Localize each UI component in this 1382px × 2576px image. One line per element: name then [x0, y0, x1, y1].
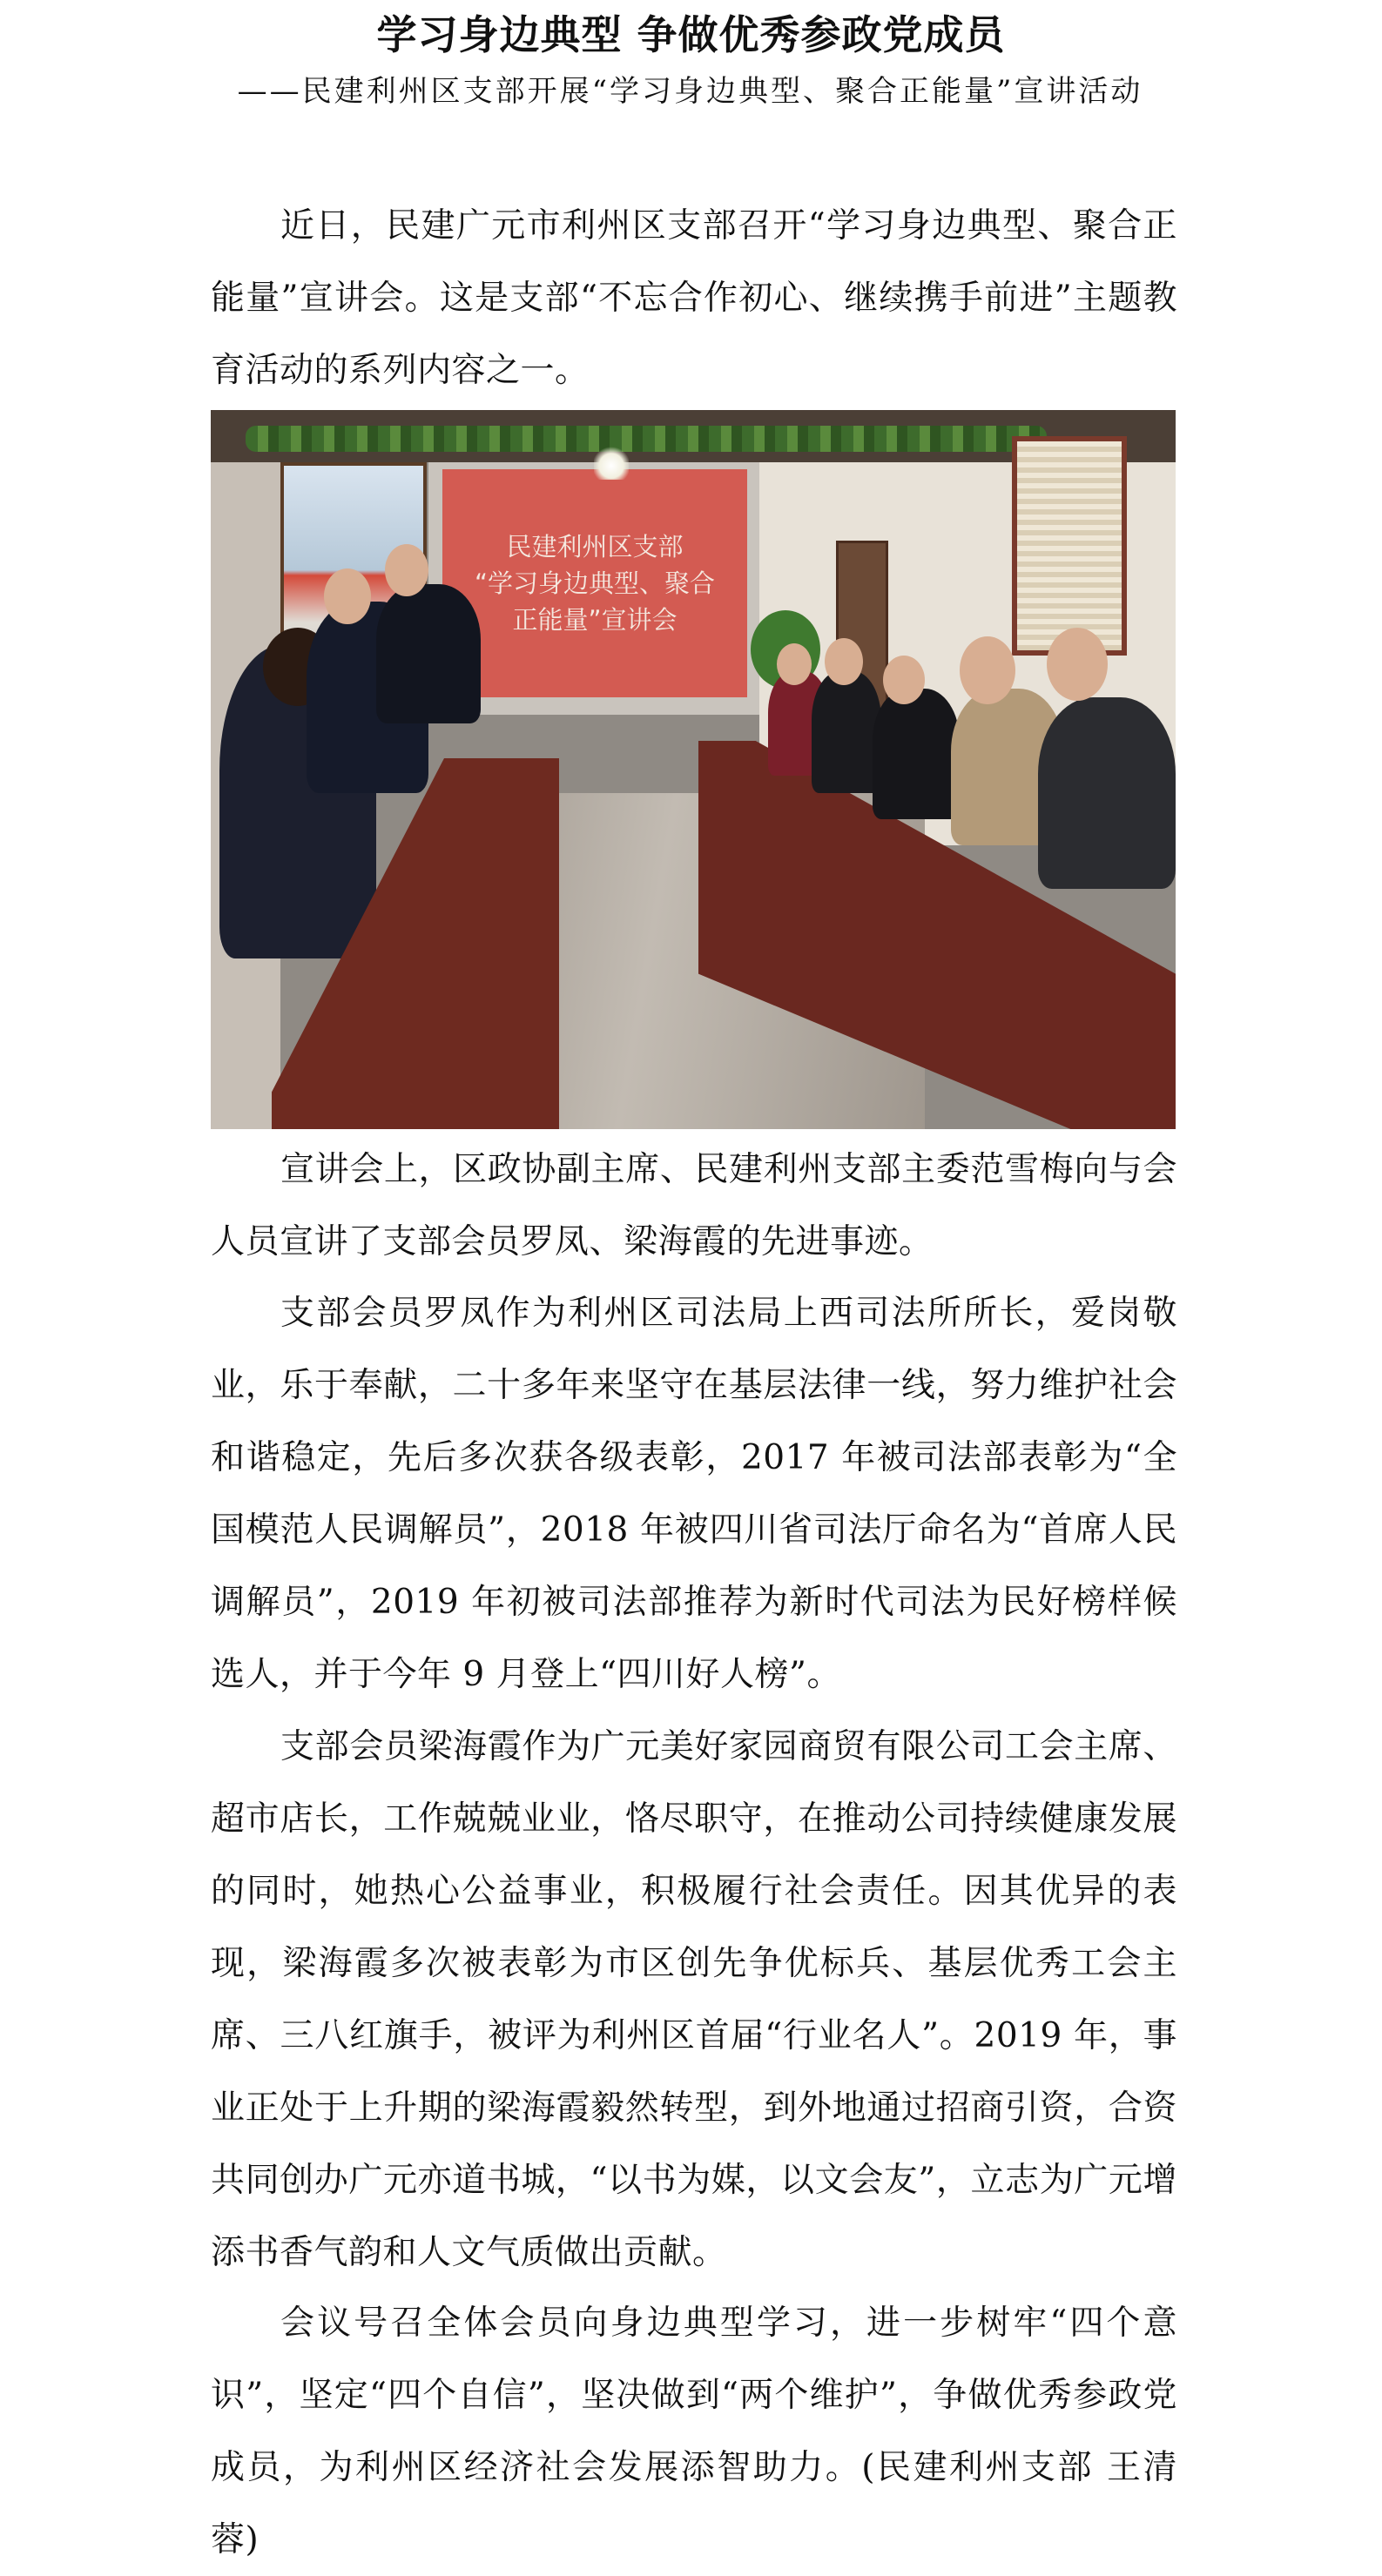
screen-line-1: 民建利州区支部 — [506, 532, 684, 562]
attendee-left-3-face — [385, 544, 428, 596]
projection-screen — [442, 469, 747, 697]
paragraph-intro: 近日，民建广元市利州区支部召开“学习身边典型、聚合正能量”宣讲会。这是支部“不忘合作初心、继续携手前进”主题教育活动的系列内容之一。 — [211, 206, 1177, 390]
paragraph-liang-haixia: 支部会员梁海霞作为广元美好家园商贸有限公司工会主席、超市店长，工作兢兢业业，恪尽职守，在推动公司持续健康发展的同时，她热心公益事业，积极履行社会责任。因其优异的表现，梁海霞多次被表彰为市区创先争优标兵、基层优秀工会主席、三八红旗手，被评为利州区首届“行业名人”。2019 年，事业正处于上升期的梁海霞毅然转型，到外地通过招商引资，合资共同创办广元亦道书城，“以书为媒，以文会友”，立志为广元增添书香气韵和人文气质做出贡献。 — [211, 1727, 1177, 2272]
attendee-right-2 — [812, 671, 881, 793]
meeting-photo — [211, 410, 1176, 1129]
article-subtitle: ——民建利州区支部开展“学习身边典型、聚合正能量”宣讲活动 — [237, 74, 1143, 109]
attendee-right-5 — [1038, 697, 1176, 889]
photo-vine-decoration — [246, 426, 1047, 452]
paragraph-lecture: 宣讲会上，区政协副主席、民建利州支部主委范雪梅向与会人员宣讲了支部会员罗凤、梁海霞的先进事迹。 — [211, 1150, 1177, 1261]
ceiling-lamp — [594, 445, 629, 480]
attendee-right-5-face — [1047, 628, 1108, 701]
attendee-left-3 — [376, 584, 481, 723]
attendee-left-2-face — [324, 568, 371, 624]
screen-line-2: “学习身边典型、聚合 — [474, 568, 716, 598]
attendee-right-4-face — [960, 636, 1015, 704]
attendee-right-3-face — [883, 656, 925, 704]
attendee-right-2-face — [825, 638, 863, 685]
screen-line-3: 正能量”宣讲会 — [512, 605, 678, 635]
photo-curtain-window — [1012, 436, 1127, 656]
paragraph-conclusion: 会议号召全体会员向身边典型学习，进一步树牢“四个意识”，坚定“四个自信”，坚决做到“两个维护”，争做优秀参政党成员，为利州区经济社会发展添智助力。(民建利州支部 王清蓉) — [211, 2304, 1177, 2559]
article-title: 学习身边典型 争做优秀参政党成员 — [376, 11, 1006, 58]
paragraph-luo-feng: 支部会员罗凤作为利州区司法局上西司法所所长，爱岗敬业，乐于奉献，二十多年来坚守在基层法律一线，努力维护社会和谐稳定，先后多次获各级表彰，2017 年被司法部表彰为“全国模范人民调解员”，2018 年被四川省司法厅命名为“首席人民调解员”，2019 年初被司法部推荐为新时代司法为民好榜样候选人，并于今年 9 月登上“四川好人榜”。 — [211, 1294, 1177, 1694]
attendee-right-3 — [873, 689, 960, 819]
attendee-right-1-face — [777, 643, 812, 685]
